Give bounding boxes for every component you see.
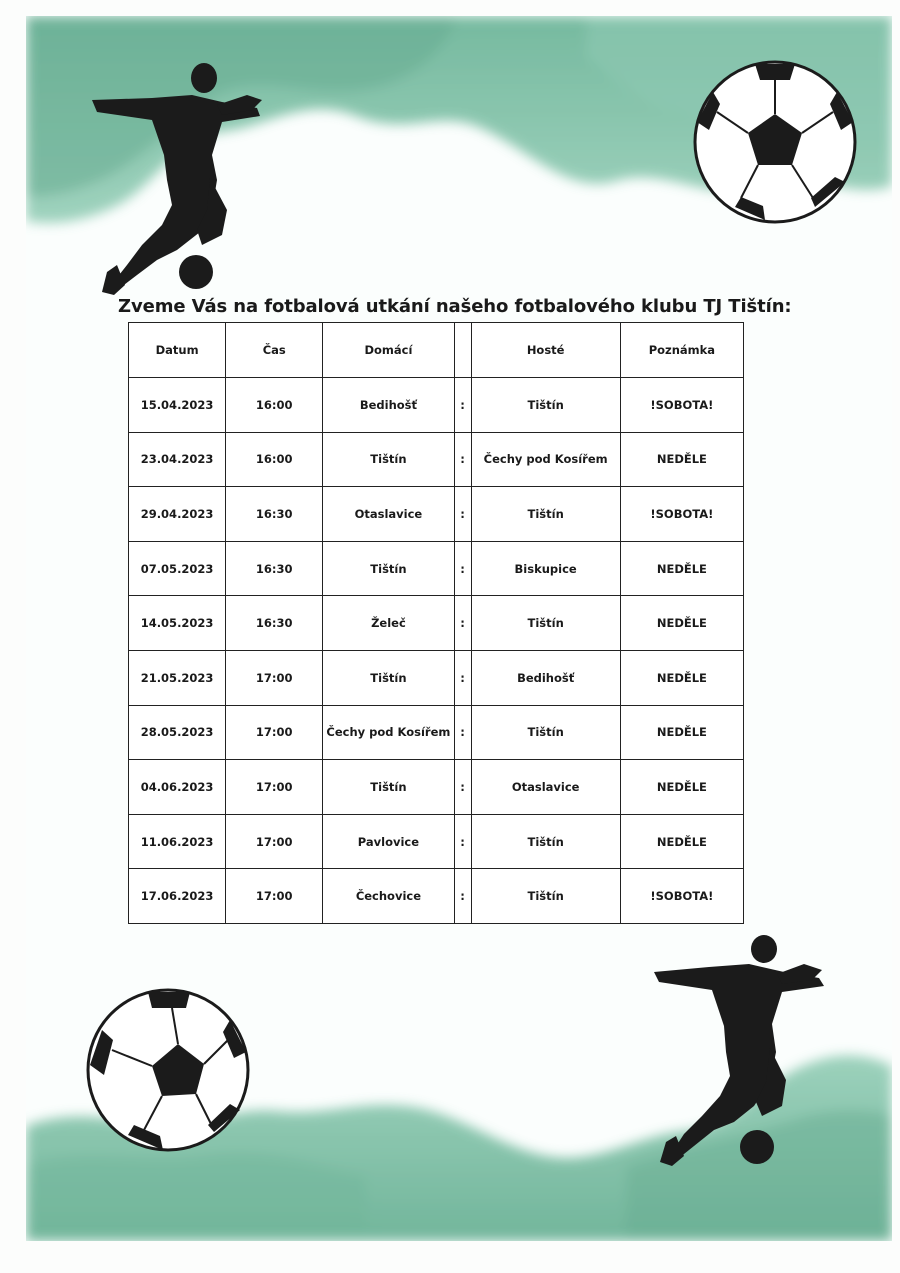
cell-date: 17.06.2023 — [129, 869, 226, 924]
cell-note: !SOBOTA! — [620, 378, 743, 433]
cell-date: 15.04.2023 — [129, 378, 226, 433]
cell-note: NEDĚLE — [620, 814, 743, 869]
cell-separator: : — [454, 705, 471, 760]
soccer-ball-icon — [695, 62, 855, 222]
small-ball-icon — [179, 255, 213, 289]
cell-separator: : — [454, 541, 471, 596]
table-row — [129, 541, 744, 596]
cell-home: Otaslavice — [323, 487, 454, 542]
cell-time: 17:00 — [226, 760, 323, 815]
cell-date: 29.04.2023 — [129, 487, 226, 542]
col-header-home: Domácí — [323, 323, 454, 378]
col-header-note: Poznámka — [620, 323, 743, 378]
cell-separator: : — [454, 650, 471, 705]
cell-away: Tištín — [471, 814, 620, 869]
cell-date: 07.05.2023 — [129, 541, 226, 596]
cell-away: Tištín — [471, 378, 620, 433]
col-header-time: Čas — [226, 323, 323, 378]
table-row — [129, 814, 744, 869]
cell-home: Čechy pod Kosířem — [323, 705, 454, 760]
cell-date: 11.06.2023 — [129, 814, 226, 869]
cell-home: Bedihošť — [323, 378, 454, 433]
cell-date: 23.04.2023 — [129, 432, 226, 487]
col-header-date: Datum — [129, 323, 226, 378]
cell-separator: : — [454, 596, 471, 651]
match-schedule-table — [128, 322, 744, 924]
cell-separator: : — [454, 869, 471, 924]
cell-time: 17:00 — [226, 705, 323, 760]
cell-away: Otaslavice — [471, 760, 620, 815]
cell-away: Tištín — [471, 487, 620, 542]
cell-time: 17:00 — [226, 869, 323, 924]
cell-home: Tištín — [323, 760, 454, 815]
cell-time: 17:00 — [226, 650, 323, 705]
table-row — [129, 487, 744, 542]
cell-note: NEDĚLE — [620, 541, 743, 596]
soccer-ball-icon — [88, 990, 248, 1150]
cell-away: Čechy pod Kosířem — [471, 432, 620, 487]
cell-date: 14.05.2023 — [129, 596, 226, 651]
table-row — [129, 869, 744, 924]
cell-away: Tištín — [471, 705, 620, 760]
cell-home: Tištín — [323, 650, 454, 705]
cell-time: 16:00 — [226, 432, 323, 487]
cell-separator: : — [454, 487, 471, 542]
table-row — [129, 432, 744, 487]
cell-separator: : — [454, 378, 471, 433]
cell-separator: : — [454, 760, 471, 815]
cell-home: Želeč — [323, 596, 454, 651]
cell-away: Biskupice — [471, 541, 620, 596]
cell-away: Bedihošť — [471, 650, 620, 705]
cell-note: NEDĚLE — [620, 760, 743, 815]
table-row — [129, 760, 744, 815]
col-header-separator — [454, 323, 471, 378]
cell-time: 16:30 — [226, 541, 323, 596]
cell-time: 16:30 — [226, 596, 323, 651]
cell-time: 17:00 — [226, 814, 323, 869]
cell-home: Tištín — [323, 541, 454, 596]
cell-separator: : — [454, 432, 471, 487]
table-row — [129, 705, 744, 760]
cell-note: !SOBOTA! — [620, 869, 743, 924]
table-header-row — [129, 323, 744, 378]
cell-note: NEDĚLE — [620, 705, 743, 760]
cell-date: 21.05.2023 — [129, 650, 226, 705]
cell-note: !SOBOTA! — [620, 487, 743, 542]
cell-date: 28.05.2023 — [129, 705, 226, 760]
cell-time: 16:30 — [226, 487, 323, 542]
cell-time: 16:00 — [226, 378, 323, 433]
cell-date: 04.06.2023 — [129, 760, 226, 815]
table-row — [129, 378, 744, 433]
page-title: Zveme Vás na fotbalová utkání našeho fotbalového klubu TJ Tištín: — [118, 296, 792, 317]
cell-away: Tištín — [471, 869, 620, 924]
cell-home: Tištín — [323, 432, 454, 487]
cell-home: Pavlovice — [323, 814, 454, 869]
cell-away: Tištín — [471, 596, 620, 651]
cell-home: Čechovice — [323, 869, 454, 924]
table-row — [129, 596, 744, 651]
cell-note: NEDĚLE — [620, 432, 743, 487]
col-header-away: Hosté — [471, 323, 620, 378]
table-row — [129, 650, 744, 705]
small-ball-icon — [740, 1130, 774, 1164]
cell-note: NEDĚLE — [620, 650, 743, 705]
cell-separator: : — [454, 814, 471, 869]
cell-note: NEDĚLE — [620, 596, 743, 651]
